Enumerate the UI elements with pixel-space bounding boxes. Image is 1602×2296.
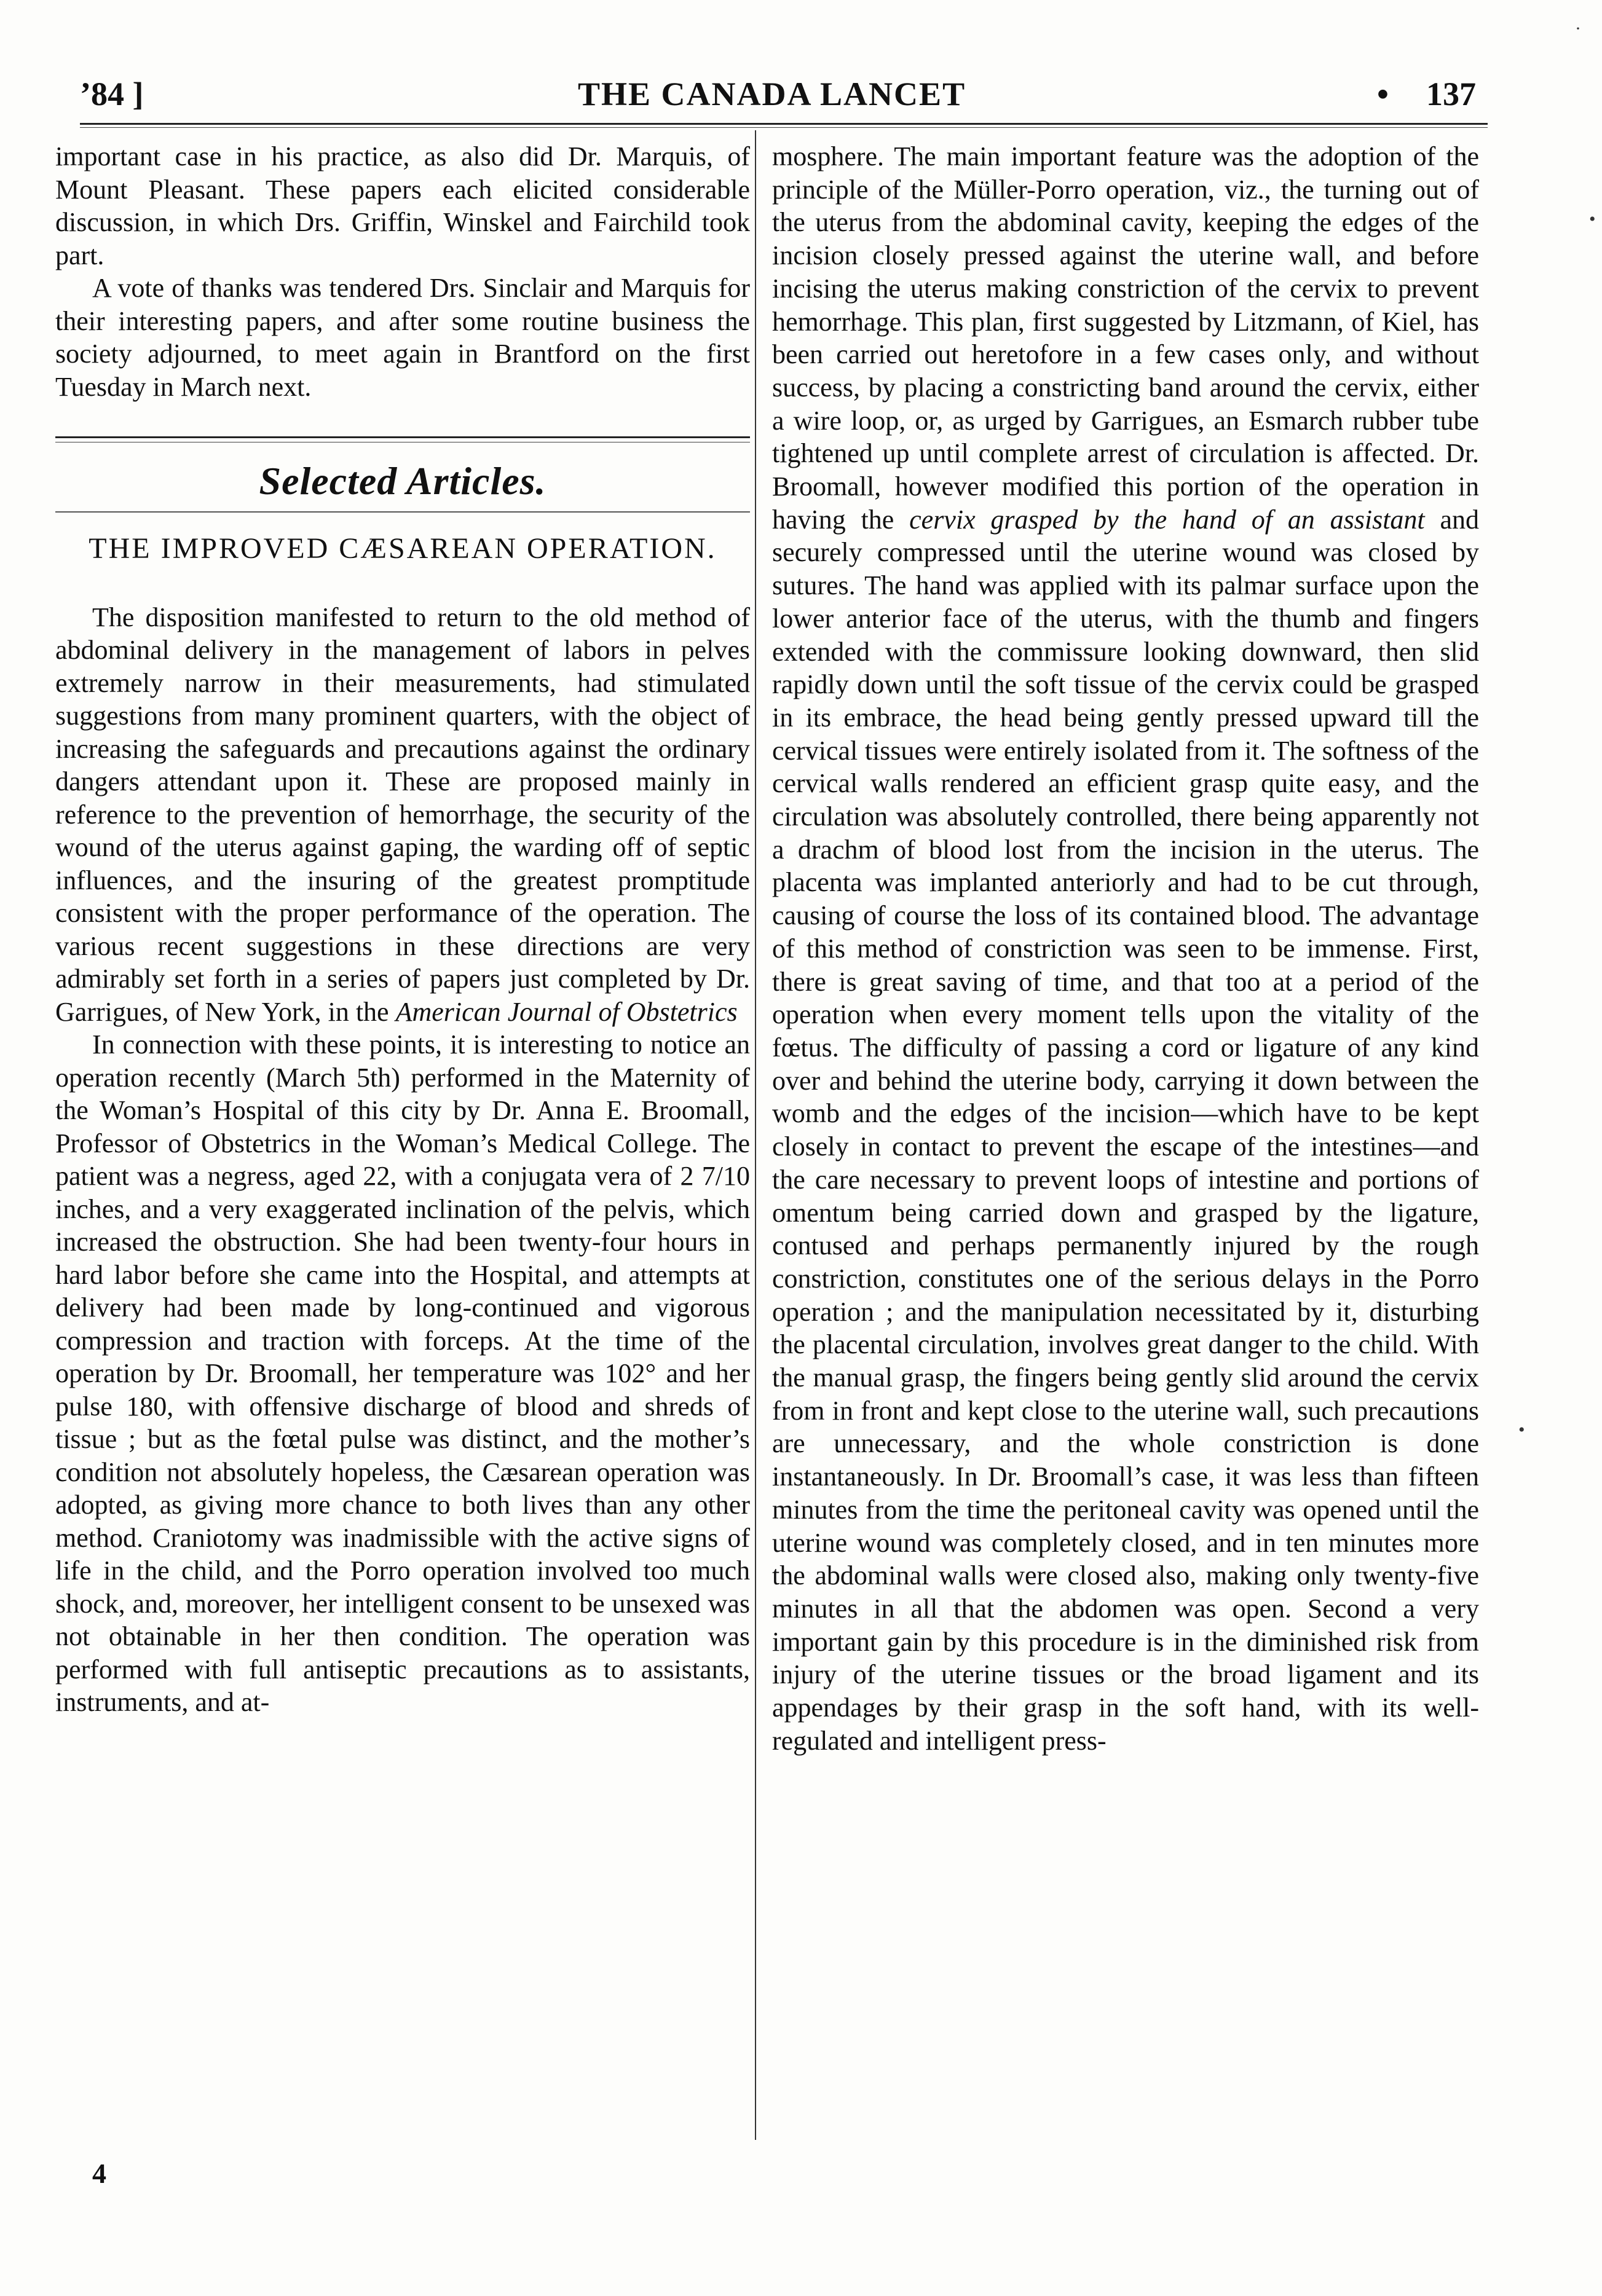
section-heading: Selected Articles. bbox=[259, 459, 546, 503]
journal-citation: American Journal of Obstetrics bbox=[395, 996, 738, 1027]
article-intro-text: The disposition manifested to return to the old method of abdominal delivery in the management of labors in pelves extremely narrow in their measurements, had stimulated suggestions from many prominent quarters, with the object of increasing the safeguards and precautions against the ordinary dangers attendant upon it. These are proposed mainly in reference to the prevention of hemorrhage, the security of the wound of the uterus against gaping, the warding off of septic influences, and the insuring of the greatest promptitude consistent with the proper performance of the operation. The various recent suggestions in these directions are very admirably set forth in a series of papers just completed by Dr. Garrigues, of New York, in the bbox=[55, 602, 750, 1027]
right-column bbox=[772, 140, 1479, 1757]
left-column bbox=[55, 140, 750, 1719]
margin-speck: • bbox=[1589, 209, 1596, 229]
signature-mark: 4 bbox=[92, 2158, 106, 2189]
society-report-paragraph: important case in his practice, as also did Dr. Marquis, of Mount Pleasant. These papers each elicited considerable discussion, in which Drs. Griffin, Winskel and Fairchild took part. bbox=[55, 141, 750, 270]
section-rule bbox=[55, 436, 750, 438]
header-rule-thin bbox=[80, 127, 1488, 128]
article-intro-paragraph bbox=[55, 601, 750, 1029]
vote-of-thanks-paragraph: A vote of thanks was tendered Drs. Sinclair and Marquis for their interesting papers, and after some routine business the society adjourned, to meet again in Brantford on the first Tuesday in March next. bbox=[55, 273, 750, 402]
technique-text-b: and securely compressed until the uterine wound was closed by sutures. The hand was applied with its palmar surface upon the lower anterior face of the uterus, with the thumb and fingers extended with the commissure looking downward, then slid rapidly down until the soft tissue of the cervix could be grasped in its embrace, the head being gently pressed upward till the cervical tissues were entirely isolated from it. The softness of the cervical walls rendered an efficient grasp quite easy, and the circulation was absolutely controlled, there being apparently not a drachm of blood lost from the incision in the uterus. The placenta was implanted anteriorly and had to be cut through, causing of course the loss of its contained blood. The advantage of this method of constriction was seen to be immense. First, there is great saving of time, and that too at a period of the operation when every moment tells upon the vitality of the fœtus. The difficulty of passing a cord or ligature of any kind over and behind the uterine body, carrying it down between the womb and the edges of the incision—which have to be kept closely in contact to prevent the escape of the intestines—and the care necessary to prevent loops of intestine and portions of omentum being carried down and grasped by the ligature, contused and perhaps permanently injured by the rough constriction, constitutes one of the serious delays in the Porro operation ; and the manipulation necessitated by it, disturbing the placental circulation, involves great danger to the child. With the manual grasp, the fingers being gently slid around the cervix from in front and kept close to the uterine wall, such precautions are unnecessary, and the whole constriction is done instantaneously. In Dr. Broomall’s case, it was less than fifteen minutes from the time the peritoneal cavity was opened until the uterine wound was completely closed, and in ten minutes more the abdominal walls were closed also, making only twenty-five minutes in all that the abdomen was open. Second a very important gain by this procedure is in the diminished risk from injury of the uterine tissues or the broad ligament and its appendages by their grasp in the soft hand, with its well-regulated and intelligent press- bbox=[772, 504, 1480, 1756]
technique-text-a: mosphere. The main important feature was the adoption of the principle of the Müller-Porro operation, viz., the turning out of the uterus from the abdominal cavity, keeping the edges of the incision closely pressed against the uterine wall, and before incising the uterus making constriction of the cervix to prevent hemorrhage. This plan, first suggested by Litzmann, of Kiel, has been carried out heretofore in a few cases only, and without success, by placing a constricting band around the cervix, either a wire loop, or, as urged by Garrigues, an Esmarch rubber tube tightened up until complete arrest of circulation is affected. Dr. Broomall, however modified this portion of the operation in having the bbox=[772, 141, 1479, 535]
header-rule bbox=[80, 123, 1488, 125]
journal-title: THE CANADA LANCET bbox=[578, 76, 966, 112]
technique-paragraph bbox=[772, 140, 1479, 1757]
section-rule-dashed bbox=[55, 511, 750, 513]
page-number: 137 bbox=[1426, 76, 1476, 112]
column-divider bbox=[755, 130, 756, 2140]
running-header bbox=[80, 66, 1488, 116]
header-bullet: • bbox=[1377, 76, 1389, 112]
margin-speck: • bbox=[1518, 1420, 1525, 1440]
header-year: ’84 ] bbox=[80, 76, 144, 112]
article-title: THE IMPROVED CÆSAREAN OPERATION. bbox=[89, 532, 717, 565]
margin-speck: · bbox=[1575, 18, 1581, 39]
operation-case-paragraph: In connection with these points, it is interesting to notice an operation recently (March 5th) performed in the Maternity of the Woman’s Hospital of this city by Dr. Anna E. Broomall, Professor of Obstetrics in the Woman’s Medical College. The patient was a negress, aged 22, with a conjugata vera of 2 7/10 inches, and a very exaggerated inclination of the pelvis, which increased the obstruction. She had been twenty-four hours in hard labor before she came into the Hospital, and attempts at delivery had been made by long-continued and vigorous compression and traction with forceps. At the time of the operation by Dr. Broomall, her temperature was 102° and her pulse 180, with offensive discharge of blood and shreds of tissue ; but as the fœtal pulse was distinct, and the mother’s condition not absolutely hopeless, the Cæsarean operation was adopted, as giving more chance to both lives than any other method. Craniotomy was inadmissible with the active signs of life in the child, and the Porro operation involved too much shock, and, moreover, her intelligent consent to be unsexed was not obtainable in her then condition. The operation was performed with full antiseptic precautions as to assistants, instruments, and at- bbox=[55, 1029, 750, 1717]
technique-italic-phrase: cervix grasped by the hand of an assistant bbox=[909, 504, 1425, 535]
